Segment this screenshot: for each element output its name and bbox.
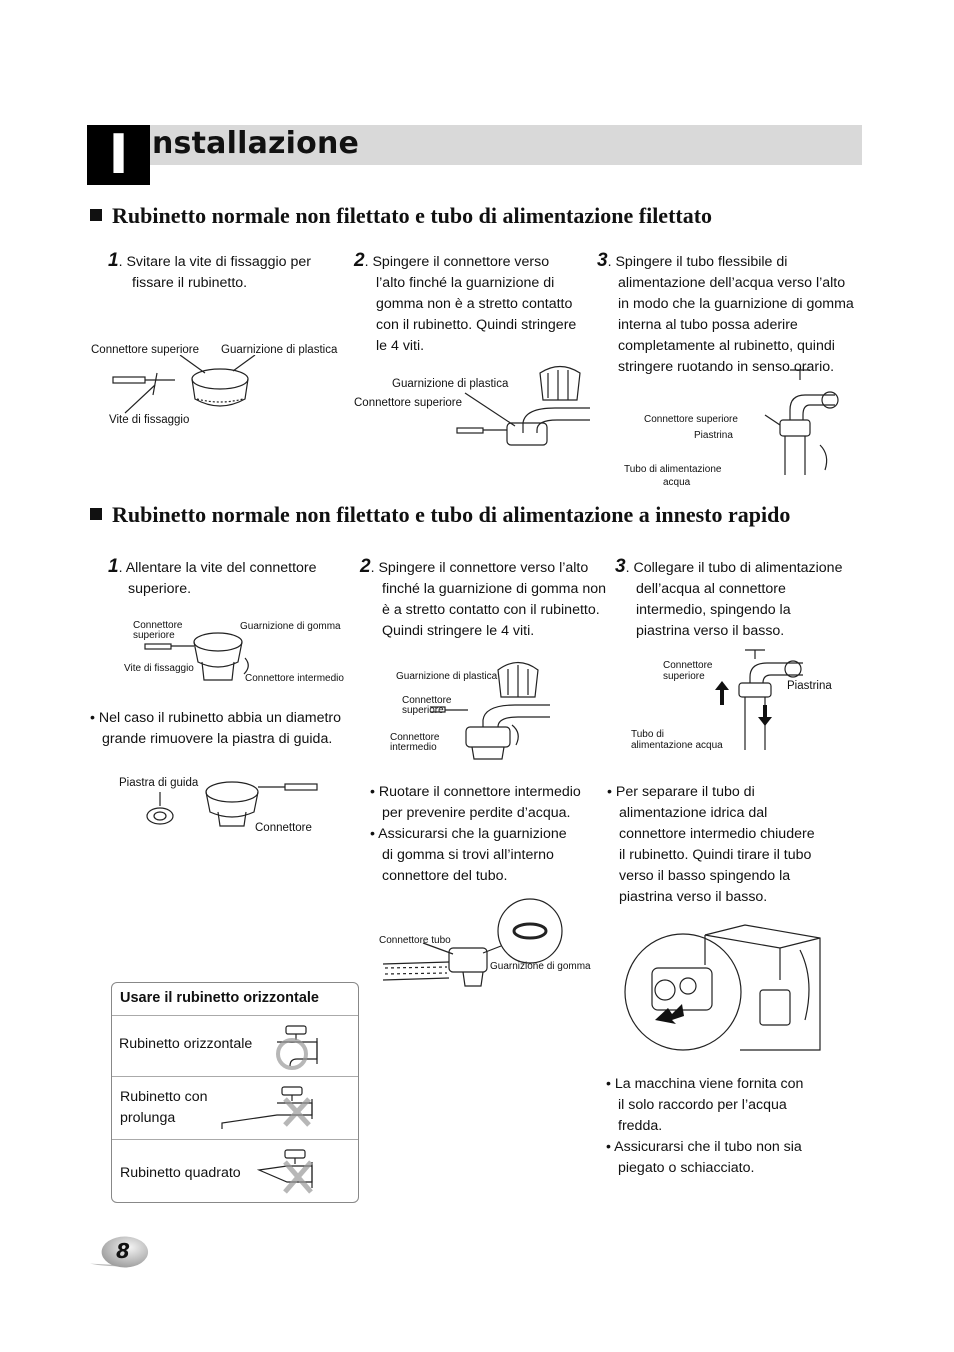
- label-s2-connettore-a: Connettore: [133, 620, 183, 631]
- label-connettore-tubo: Connettore tubo: [379, 935, 451, 946]
- label-s2-connettore-int2-b: intermedio: [390, 742, 437, 753]
- hose-connector-illustration: [383, 898, 573, 993]
- horizontal-tap-icon: [262, 1024, 322, 1074]
- tap-row-label: Rubinetto quadrato: [120, 1165, 241, 1181]
- label-connettore-superiore-2: Connettore superiore: [354, 397, 463, 409]
- label-guarnizione-plastica: Guarnizione di plastica: [221, 344, 338, 356]
- s1-tap-illustration: [445, 358, 595, 458]
- label-s2-guarnizione-gomma: Guarnizione di gomma: [240, 621, 341, 632]
- s1-step3: 3. Spingere il tubo flessibile di alimentazione dell’acqua verso l’alto in modo che la guarnizione di gomma interna al tubo possa aderire completamente al rubinetto, quindi stringere ruotando in senso orario.: [597, 250, 854, 375]
- section1-heading: Rubinetto normale non filettato e tubo di alimentazione filettato: [90, 202, 712, 230]
- s2-hose-illustration: [705, 645, 805, 755]
- label-s2-connettore-b: superiore: [133, 630, 175, 641]
- square-tap-icon: [257, 1148, 322, 1198]
- s1-step1: 1. Svitare la vite di fissaggio per fissare il rubinetto.: [108, 250, 311, 291]
- label-connettore-superiore: Connettore superiore: [91, 344, 200, 356]
- tap-row-prolunga: [112, 1077, 358, 1140]
- label-s2-vite-fissaggio: Vite di fissaggio: [124, 663, 194, 674]
- label-s2-tubo-b: alimentazione acqua: [631, 740, 723, 751]
- label-s2-connettore-intermedio: Connettore intermedio: [245, 673, 344, 684]
- label-s2-connettore-sup3-b: superiore: [663, 671, 705, 682]
- tap-row-orizzontale: [112, 1016, 358, 1077]
- label-guarnizione-plastica-2: Guarnizione di plastica: [392, 378, 509, 390]
- washing-machine-illustration: [620, 920, 825, 1060]
- s2-tap-illustration: [430, 655, 555, 765]
- note-left: • Nel caso il rubinetto abbia un diametro grande rimuovere la piastra di guida.: [90, 710, 342, 747]
- tap-type-box: [111, 982, 359, 1203]
- bullet-mid-2: • Assicurarsi che la guarnizione di gomma si trovi all’interno connettore del tubo.: [370, 826, 567, 884]
- guide-plate-illustration: [140, 770, 325, 835]
- label-piastrina: Piastrina: [694, 430, 733, 441]
- label-tubo-alimentazione: Tubo di alimentazione: [624, 464, 722, 475]
- tap-box-title: Usare il rubinetto orizzontale: [112, 983, 358, 1016]
- label-s2-connettore-sup2-b: superiore: [402, 705, 444, 716]
- s2-step1: 1. Allentare la vite del connettore superiore.: [108, 556, 317, 597]
- page-number: 8: [116, 1239, 130, 1263]
- bullets-mid: [368, 782, 608, 887]
- label-s2-connettore-int2-a: Connettore: [390, 732, 440, 743]
- bullet-bottom-1: • La macchina viene fornita con il solo raccordo per l’acqua fredda.: [606, 1076, 804, 1134]
- s2-step3: 3. Collegare il tubo di alimentazione dell’acqua al connettore intermedio, spingendo la piastrina verso il basso.: [615, 556, 843, 639]
- page-title: nstallazione: [152, 126, 360, 161]
- tap-row-quadrato: [112, 1140, 358, 1202]
- label-s2-tubo-a: Tubo di: [631, 729, 664, 740]
- label-piastra-guida: Piastra di guida: [119, 777, 199, 789]
- tap-row-label: Rubinetto con prolunga: [120, 1089, 208, 1126]
- label-tubo-acqua: acqua: [663, 477, 691, 488]
- label-vite-fissaggio: Vite di fissaggio: [109, 414, 190, 426]
- bullets-bottom: [604, 1074, 864, 1179]
- section2-heading: Rubinetto normale non filettato e tubo di alimentazione a innesto rapido: [90, 501, 790, 529]
- s1-hose-illustration: [735, 365, 845, 485]
- label-connettore-superiore-3: Connettore superiore: [644, 414, 738, 425]
- bullet-square-icon: [90, 209, 102, 221]
- bullets-right: [605, 782, 875, 908]
- s2-step2: 2. Spingere il connettore verso l’alto finché la guarnizione di gomma non è a stretto contatto con il rubinetto. Quindi stringere le 4 viti.: [360, 556, 606, 639]
- label-s2-guarnizione-plastica: Guarnizione di plastica: [396, 671, 498, 682]
- label-connettore: Connettore: [255, 822, 312, 834]
- label-s2-connettore-sup2-a: Connettore: [402, 695, 452, 706]
- tap-row-label: Rubinetto orizzontale: [119, 1036, 253, 1052]
- bullet-square-icon: [90, 508, 102, 520]
- s1-connector-illustration: [105, 355, 275, 415]
- s2-connector-illustration: [140, 628, 260, 688]
- s1-step2: 2. Spingere il connettore verso l’alto finché la guarnizione di gomma non è a stretto contatto con il rubinetto. Quindi stringere le 4 viti.: [354, 250, 577, 354]
- label-s2-connettore-sup3-a: Connettore: [663, 660, 713, 671]
- label-guarnizione-gomma-2: Guarnizione di gomma: [490, 961, 591, 972]
- header-letter: I: [108, 123, 129, 186]
- bullet-mid-1: • Ruotare il connettore intermedio per prevenire perdite d’acqua.: [370, 784, 581, 821]
- label-s2-piastrina: Piastrina: [787, 680, 832, 692]
- extension-tap-icon: [217, 1085, 327, 1135]
- bullet-bottom-2: • Assicurarsi che il tubo non sia piegato o schiacciato.: [606, 1139, 802, 1176]
- bullet-right-1: • Per separare il tubo di alimentazione idrica dal connettore intermedio chiudere il rubinetto. Quindi tirare il tubo verso il basso spingendo la piastrina verso il basso.: [607, 784, 815, 905]
